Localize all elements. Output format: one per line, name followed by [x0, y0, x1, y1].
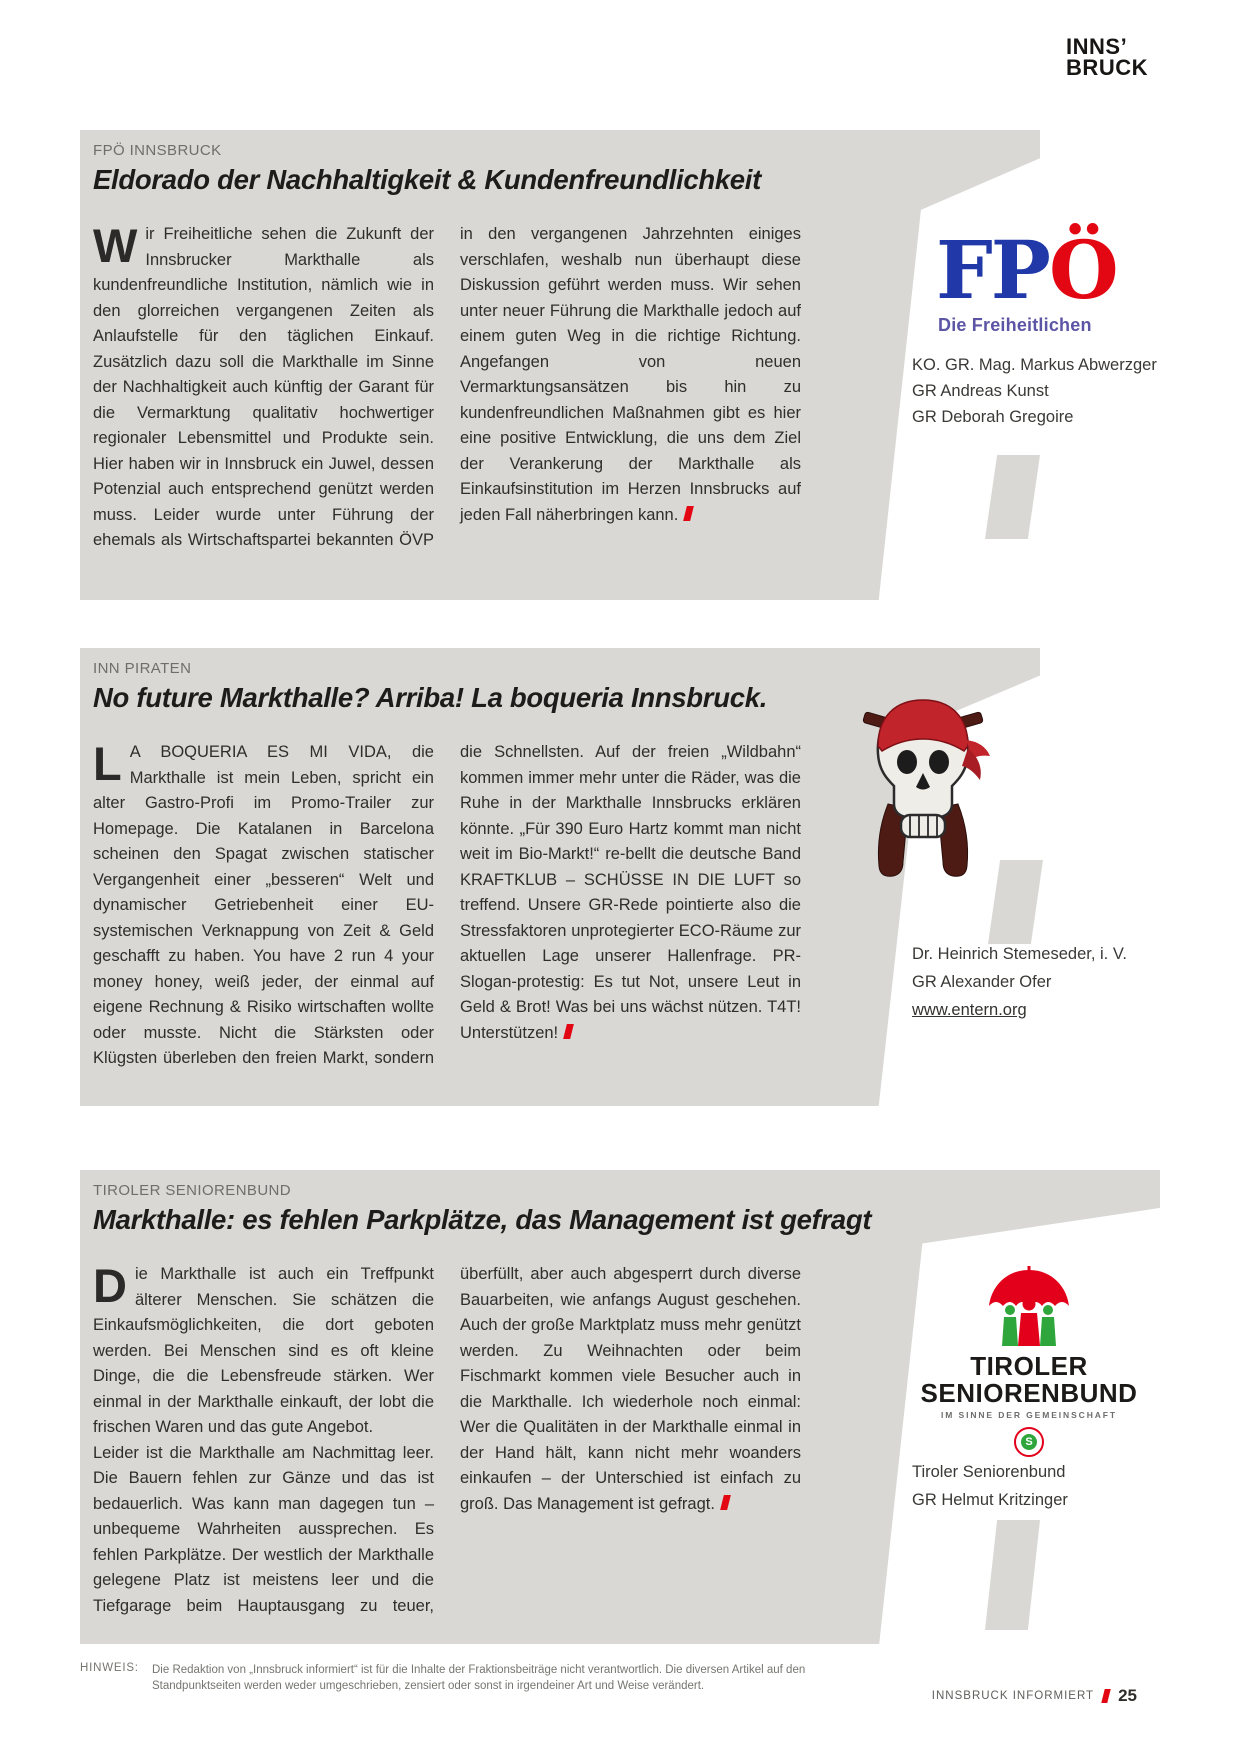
pirate-skull-icon: [848, 676, 998, 911]
dropcap: D: [93, 1262, 127, 1312]
author-line: GR Deborah Gregoire: [912, 408, 1074, 426]
section-body: [93, 222, 801, 562]
decorative-slash-shape: [985, 455, 1040, 539]
magazine-name: INNSBRUCK INFORMIERT: [931, 1690, 1095, 1702]
author-list: [912, 352, 1157, 430]
section-kicker: FPÖ INNSBRUCK: [93, 142, 222, 159]
body-text: A BOQUERIA ES MI VIDA, die Markthalle ist mein Leben, spricht ein alter Gastro-Profi im Promo-Trailer zur Homepage. Die Katalanen in Barcelona scheinen den Spagat zwischen statischer Vergangenheit einer „besseren“ Welt und dynamischer Getriebenheit einer EU-systemischen Verknappung von Zeit & Geld geschafft zu haben. You have 2 run 4 your money honey, weiß jeder, der einmal auf eigene Rechnung & Risiko wirtschaften wollte oder musste. Nicht die Stärksten oder Klügsten überleben den freien Markt, sondern die Schnellsten. Auf der freien „Wildbahn“ kommen immer mehr unter die Räder, was die Ruhe in der Markthalle Innsbrucks erklären könnte. „Für 390 Euro Hartz kommt man nicht weit im Bio-Markt!“ re-bellt die deutsche Band KRAFTKLUB – SCHÜSSE IN DIE LUFT so treffend. Unsere GR-Rede pointierte also die Stressfaktoren unprotegierter ECO-Räume zur aktuellen Lage unserer Hallenfrage. PR-Slogan-protestig: Es tut Not, unsere Leut in Geld & Brot! Was bei uns wächst nützen. T4T! Unterstützen!: [93, 743, 801, 1067]
notice-line2: Standpunktseiten werden weder umgeschrieben, zensiert oder sonst in irgendeiner Art und Weise verändert.: [152, 1680, 705, 1692]
brand-line1: INNS’: [1066, 34, 1128, 59]
section-kicker: INN PIRATEN: [93, 660, 192, 677]
dropcap: L: [93, 740, 122, 790]
notice-line1: Die Redaktion von „Innsbruck informiert“ ist für die Inhalte der Fraktionsbeiträge nicht verantwortlich. Die diversen Artikel auf den: [152, 1664, 806, 1676]
author-list: [912, 940, 1127, 1024]
section-fpoe: [0, 130, 1240, 600]
entern-website-link[interactable]: www.entern.org: [912, 1001, 1027, 1019]
seniorenbund-emblem-icon: [1014, 1427, 1044, 1457]
body-paragraph: [93, 740, 801, 1090]
page-number: 25: [1118, 1686, 1137, 1705]
seniorenbund-logo-line2: SENIORENBUND: [920, 1378, 1138, 1408]
body-text: ir Freiheitliche sehen die Zukunft der Innsbrucker Markthalle als kundenfreundliche Institution, nämlich wie in den glorreichen vergangenen Zeiten als Anlaufstelle für den täglichen Einkauf. Zusätzlich dazu soll die Markthalle im Sinne der Nachhaltigkeit auch künftig der Garant für die Vermarktung qualitativ hochwertiger regionaler Lebensmittel und Produkte sein. Hier haben wir in Innsbruck ein Juwel, dessen Potenzial auch entsprechend genützt werden muss. Leider wurde unter Führung der ehemals als Wirtschaftspartei bekannten ÖVP in den vergangenen Jahrzehnten einiges verschlafen, weshalb nun überhaupt diese Diskussion geführt werden muss. Wir sehen unter neuer Führung die Markthalle jedoch auf einem guten Weg in die richtige Richtung. Angefangen von neuen Vermarktungsansätzen bis hin zu kundenfreundlichen Maßnahmen gibt es hier eine positive Entwicklung, die uns dem Ziel der Verankerung der Markthalle als Einkaufsinstitution im Herzen Innsbrucks auf jeden Fall näherbringen kann.: [93, 225, 801, 549]
fpoe-logo-oe: Ö: [1048, 223, 1117, 317]
pirate-skull-logo: [848, 676, 998, 916]
author-line: KO. GR. Mag. Markus Abwerzger: [912, 356, 1157, 374]
seniorenbund-logo: [918, 1266, 1140, 1457]
umbrella-people-icon: [985, 1266, 1073, 1348]
body-text: Leider ist die Markthalle am Nachmittag leer. Die Bauern fehlen zur Gänze und das ist bedauerlich. Was kann man dagegen tun – unbequeme Wahrheiten aussprechen. Es fehlen Parkplätze. Der westlich der Markthalle gelegene Platz ist meistens leer und die Tiefgarage beim Hauptausgang zu teuer, überfüllt, aber auch abgesperrt durch diverse Bauarbeiten, wie anfangs August geschehen. Auch der große Marktplatz muss mehr genützt werden. Zu Weihnachten oder beim Fischmarkt kommen viele Besucher auch in die Markthalle. Ich wiederhole noch einmal: Wer die Qualitäten in der Markthalle einmal in der Hand hält, kann nicht mehr woanders einkaufen – der Unterschied ist einfach zu groß. Das Management ist gefragt.: [93, 1265, 801, 1615]
author-list: [912, 1458, 1068, 1514]
section-body: [93, 1262, 801, 1634]
seniorenbund-tagline: IM SINNE DER GEMEINSCHAFT: [941, 1410, 1117, 1420]
author-line: GR Helmut Kritzinger: [912, 1491, 1068, 1509]
section-seniorenbund: [0, 1170, 1240, 1644]
body-paragraph: [93, 222, 801, 562]
page-footer: [932, 1686, 1137, 1706]
decorative-slash-shape: [985, 1520, 1040, 1630]
body-text: ie Markthalle ist auch ein Treffpunkt älterer Menschen. Sie schätzen die Einkaufsmöglichkeiten, die dort geboten werden. Bei Menschen sind es oft kleine Dinge, die die Lebensfreude stärken. Wer einmal in der Markthalle einkauft, der lobt die frischen Waren und das gute Angebot.: [93, 1265, 434, 1436]
author-line: GR Andreas Kunst: [912, 382, 1049, 400]
section-title: Eldorado der Nachhaltigkeit & Kundenfreundlichkeit: [93, 164, 762, 195]
section-title: Markthalle: es fehlen Parkplätze, das Management ist gefragt: [93, 1204, 872, 1235]
end-slash-icon: [563, 1024, 574, 1039]
website-link-row: [912, 996, 1127, 1024]
fpoe-party-logo: [936, 223, 1117, 317]
notice-label: HINWEIS:: [80, 1662, 139, 1674]
fpoe-logo-subline: Die Freiheitlichen: [938, 315, 1092, 335]
end-slash-icon: [683, 506, 694, 521]
section-kicker: TIROLER SENIORENBUND: [93, 1182, 292, 1199]
section-title: No future Markthalle? Arriba! La boqueria Innsbruck.: [93, 682, 768, 713]
end-slash-icon: [720, 1495, 731, 1510]
author-line: Dr. Heinrich Stemeseder, i. V.: [912, 945, 1127, 963]
emblem-letter: S: [1021, 1434, 1037, 1450]
brand-line2: BRUCK: [1066, 55, 1148, 80]
innsbruck-brand-logo: [1066, 36, 1148, 78]
section-inn-piraten: [0, 648, 1240, 1106]
seniorenbund-logo-line1: TIROLER: [970, 1351, 1088, 1381]
dropcap: W: [93, 222, 138, 272]
body-paragraph: [93, 1262, 434, 1441]
notice-text: [152, 1662, 912, 1694]
author-line: Tiroler Seniorenbund: [912, 1463, 1066, 1481]
author-line: GR Alexander Ofer: [912, 973, 1052, 991]
fpoe-logo-fp: FP: [936, 223, 1049, 317]
footer-slash-icon: [1101, 1689, 1110, 1703]
section-body: [93, 740, 801, 1090]
